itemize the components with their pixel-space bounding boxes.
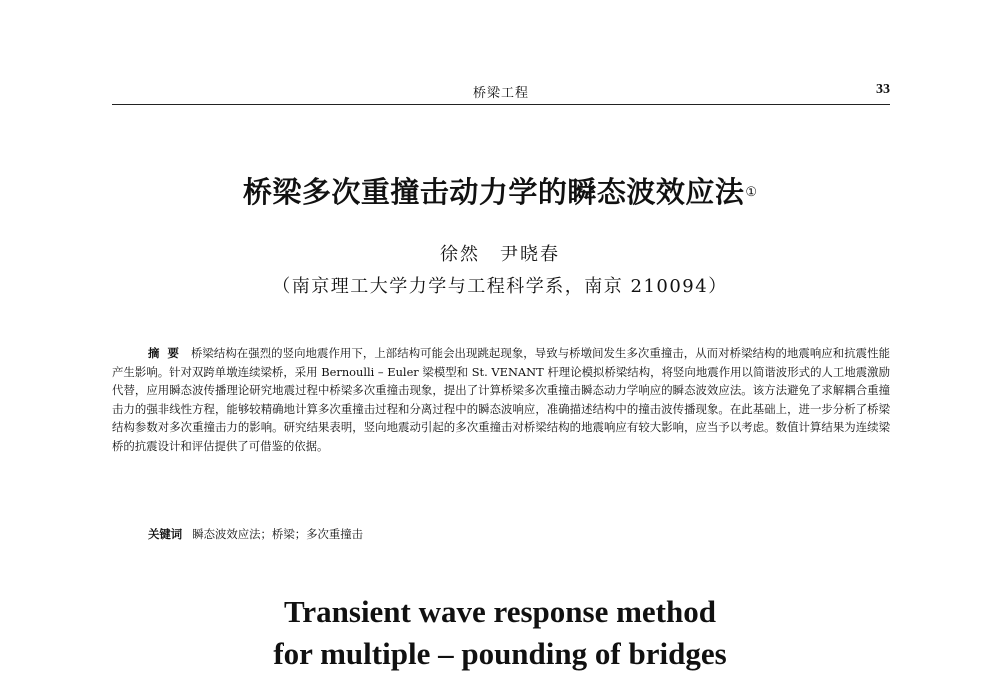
keywords-label: 关键词 (148, 527, 183, 541)
affiliation: （南京理工大学力学与工程科学系，南京 210094） (272, 276, 728, 297)
title-footnote-mark: ① (745, 184, 758, 200)
keywords (148, 525, 888, 543)
running-head (112, 78, 890, 102)
abstract-text: 桥梁结构在强烈的竖向地震作用下，上部结构可能会出现跳起现象，导致与桥墩间发生多次重撞击，从而对桥梁结构的地震响应和抗震性能产生影响。针对双跨单墩连续梁桥，采用 Bernoulli – Euler 梁模型和 St. VENANT 杆理论模拟桥梁结构，将竖向地震作用以简谐波形式的人工地震激励代替，应用瞬态波传播理论研究地震过程中桥梁多次重撞击现象，提出了计算桥梁多次重撞击瞬态动力学响应的瞬态波效应法。该方法避免了求解耦合重撞击力的强非线性方程，能够较精确地计算多次重撞击过程和分离过程中的瞬态波响应，准确描述结构中的撞击波传播现象。在此基础上，进一步分析了桥梁结构参数对多次重撞击力的影响。研究结果表明，竖向地震动引起的多次重撞击对桥梁结构的地震响应有较大影响，应当予以考虑。数值计算结果为连续梁桥的抗震设计和评估提供了可借鉴的依据。 (112, 346, 890, 453)
english-title-line-1: Transient wave response method (284, 594, 716, 629)
page-number: 33 (876, 82, 890, 97)
header-rule (112, 104, 890, 105)
abstract (112, 344, 890, 456)
journal-section-title: 桥梁工程 (472, 86, 529, 101)
paper-title-text: 桥梁多次重撞击动力学的瞬态波效应法 (242, 175, 745, 209)
english-title-line-2: for multiple – pounding of bridges (273, 636, 727, 671)
abstract-label: 摘要 (148, 346, 187, 360)
keywords-text: 瞬态波效应法；桥梁；多次重撞击 (192, 527, 364, 541)
authors: 徐然 尹晓春 (440, 244, 560, 265)
paper-title (0, 170, 1000, 211)
